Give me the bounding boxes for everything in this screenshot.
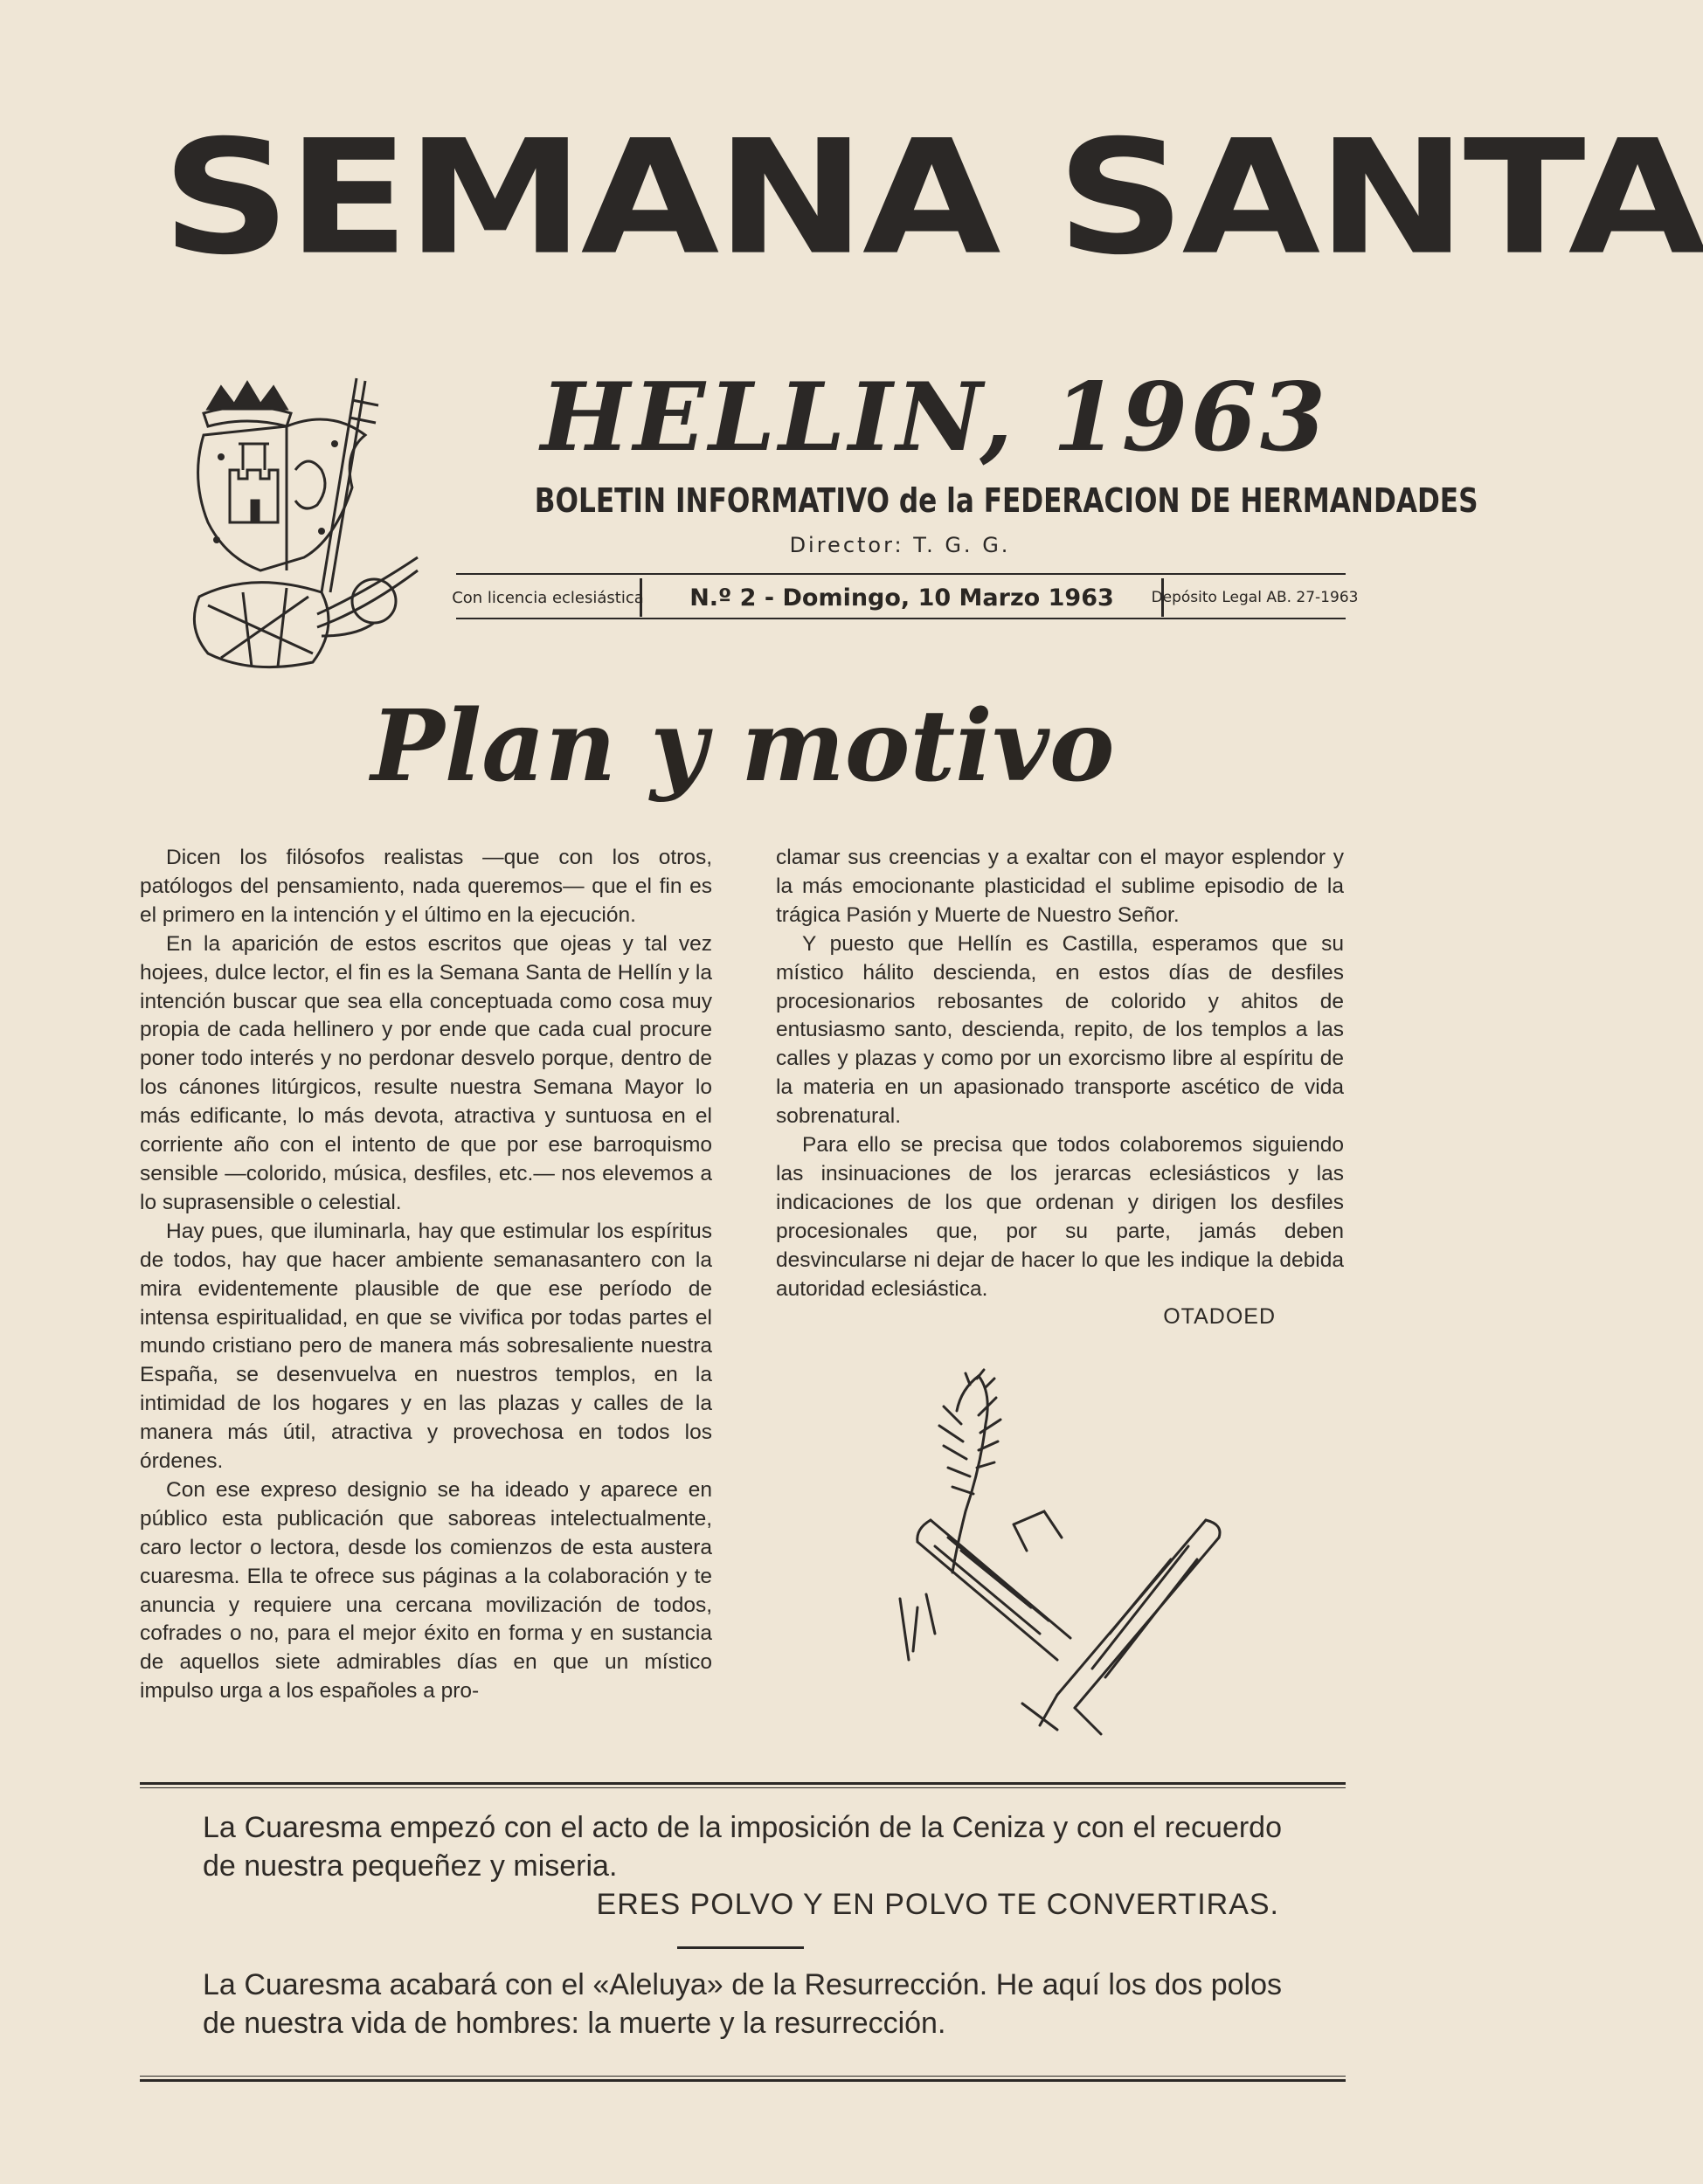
lent-paragraph-ash: La Cuaresma empezó con el acto de la imposición de la Ceniza y con el recuerdo de nuestra pequeñez y miseria. bbox=[203, 1811, 1282, 1883]
article-paragraph: Dicen los filósofos realistas —que con los otros, patólogos del pensamiento, nada queremos— que el fin es el primero en la intención y el último en la ejecución. bbox=[140, 846, 712, 927]
coat-of-arms-emblem-icon bbox=[156, 374, 418, 675]
issue-info-bar bbox=[452, 578, 1359, 617]
licence-note: Con licencia eclesiástica bbox=[456, 578, 642, 617]
box-bottom-rule bbox=[140, 2079, 1346, 2082]
legal-deposit: Depósito Legal AB. 27-1963 bbox=[1151, 589, 1359, 606]
infobar-bottom-rule bbox=[456, 618, 1346, 619]
issue-number-date: N.º 2 - Domingo, 10 Marzo 1963 bbox=[642, 578, 1164, 617]
box-separator bbox=[677, 1946, 804, 1949]
infobar-top-rule bbox=[456, 573, 1346, 575]
article-paragraph: En la aparición de estos escritos que ojeas y tal vez hojees, dulce lector, el fin es la Semana Santa de Hellín y la intención buscar que sea ella conceptuada como cosa muy propia de cada hellinero y por ende que cada cual procure poner todo interés y no perdonar desvelo porque, dentro de los cánones litúrgicos, resulte nuestra Semana Mayor lo más edificante, lo más devota, atractiva y suntuosa en el corriente año con el intento de que por ese barroquismo sensible —colorido, música, desfiles, etc.— nos elevemos a lo suprasensible o celestial. bbox=[140, 931, 712, 1214]
article-right-column bbox=[776, 844, 1344, 1304]
box-top-rule bbox=[140, 1782, 1346, 1785]
article-left-column bbox=[140, 844, 712, 1706]
article-paragraph: clamar sus creencias y a exaltar con el mayor esplendor y la más emocionante plasticidad el sublime episodio de la trágica Pasión y Muerte de Nuestro Señor. bbox=[776, 846, 1344, 927]
lent-paragraph-resurrection: La Cuaresma acabará con el «Aleluya» de la Resurrección. He aquí los dos polos de nuestra vida de hombres: la muerte y la resurrección. bbox=[203, 1968, 1282, 2040]
article-signature: OTADOED bbox=[1163, 1304, 1276, 1329]
cross-and-palm-sketch-icon bbox=[883, 1372, 1258, 1738]
article-title: Plan y motivo bbox=[370, 689, 1115, 804]
director-credit: Director: T. G. G. bbox=[789, 533, 1011, 557]
bulletin-subtitle: BOLETIN INFORMATIVO de la FEDERACION DE HERMANDADES bbox=[534, 481, 1478, 520]
box-bottom-rule-thin bbox=[140, 2076, 1346, 2077]
article-paragraph: Hay pues, que iluminarla, hay que estimular los espíritus de todos, hay que hacer ambiente semanasantero con la mira evidentemente plausible de que ese período de intensa espiritualidad, en que se vivifica por todas partes el mundo cristiano pero de manera más sobresaliente nuestra España, se desenvuelva en nuestros templos, en la intimidad de los hogares y en las plazas y calles de la manera más útil, atractiva y provechosa en todos los órdenes. bbox=[140, 1219, 712, 1474]
masthead-subtitle: HELLIN, 1963 bbox=[540, 363, 1330, 473]
lent-motto: ERES POLVO Y EN POLVO TE CONVERTIRAS. bbox=[596, 1888, 1279, 1921]
masthead-title: SEMANA SANTA bbox=[162, 107, 1703, 290]
article-paragraph: Para ello se precisa que todos colaboremos siguiendo las insinuaciones de los jerarcas eclesiásticos y las indicaciones de los que ordenan y dirigen los desfiles procesionales que, por su parte, jamás deben desvincularse ni dejar de hacer lo que les indique la debida autoridad eclesiástica. bbox=[776, 1133, 1344, 1301]
article-paragraph: Con ese expreso designio se ha ideado y aparece en público esta publicación que saboreas intelectualmente, caro lector o lectora, desde los comienzos de esta austera cuaresma. Ella te ofrece sus páginas a la colaboración y te anuncia y requiere una cercana movilización de todos, cofrades o no, para el mejor éxito en forma y en sustancia de aquellos siete admirables días en que un místico impulso urga a los españoles a pro- bbox=[140, 1477, 712, 1704]
article-paragraph: Y puesto que Hellín es Castilla, esperamos que su místico hálito descienda, en estos días de desfiles procesionarios rebosantes de colorido y ahitos de entusiasmo santo, descienda, repito, de los templos a las calles y plazas y como por un exorcismo libre al espíritu de la materia en un apasionado transporte ascético de vida sobrenatural. bbox=[776, 931, 1344, 1129]
box-top-rule-thin bbox=[140, 1787, 1346, 1788]
